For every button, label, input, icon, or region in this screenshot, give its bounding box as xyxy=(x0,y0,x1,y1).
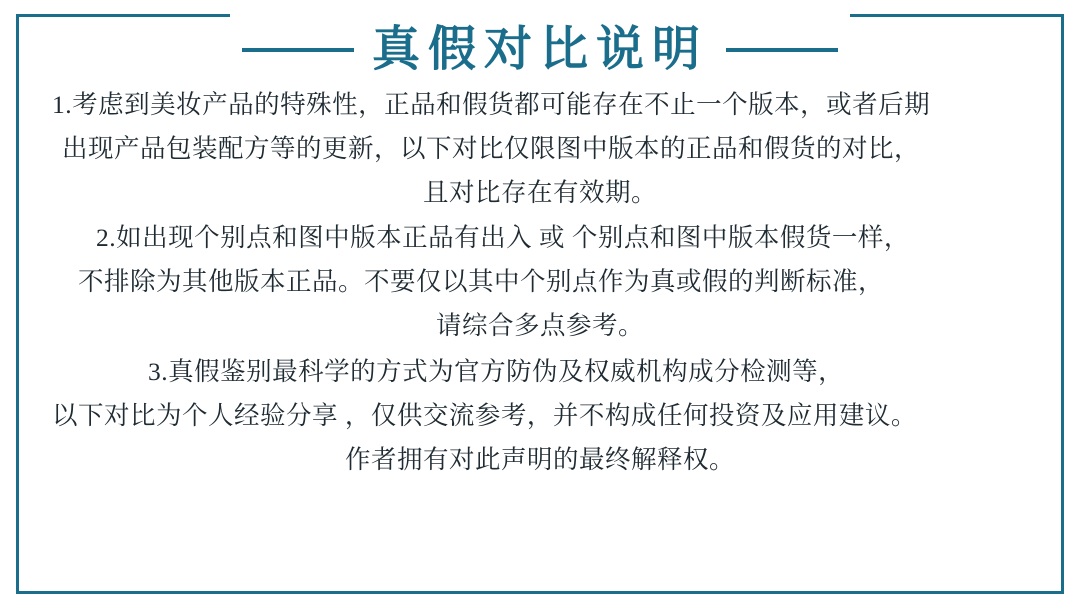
paragraph-3-line-3: 作者拥有对此声明的最终解释权。 xyxy=(344,444,735,474)
paragraph-2-line-1: 2.如出现个别点和图中版本正品有出入 或 个别点和图中版本假货一样， xyxy=(96,223,910,253)
poster-content xyxy=(18,14,1062,594)
paragraph-1-line-1: 1.考虑到美妆产品的特殊性，正品和假货都可能存在不止一个版本，或者后期 xyxy=(52,89,931,119)
paragraph-2-line-2: 不排除为其他版本正品。不要仅以其中个别点作为真或假的判断标准， xyxy=(78,267,885,297)
paragraph-3-line-1: 3.真假鉴别最科学的方式为官方防伪及权威机构成分检测等， xyxy=(148,356,845,386)
paragraph-1-line-2: 出现产品包装配方等的更新，以下对比仅限图中版本的正品和假货的对比， xyxy=(62,133,921,163)
paragraph-2-line-3: 请综合多点参考。 xyxy=(435,311,644,341)
disclaimer-body xyxy=(52,83,1028,484)
page-title: 真假对比说明 xyxy=(371,23,708,76)
paragraph-1-line-3: 且对比存在有效期。 xyxy=(422,177,657,207)
disclaimer-paragraph-2 xyxy=(52,216,1028,348)
title-rule-left xyxy=(242,48,354,52)
disclaimer-paragraph-3 xyxy=(52,350,1028,482)
paragraph-3-line-2: 以下对比为个人经验分享 ，仅供交流参考，并不构成任何投资及应用建议。 xyxy=(52,400,917,430)
title-rule-right xyxy=(726,48,838,52)
title-row xyxy=(52,24,1028,77)
disclaimer-paragraph-1 xyxy=(52,83,1028,215)
